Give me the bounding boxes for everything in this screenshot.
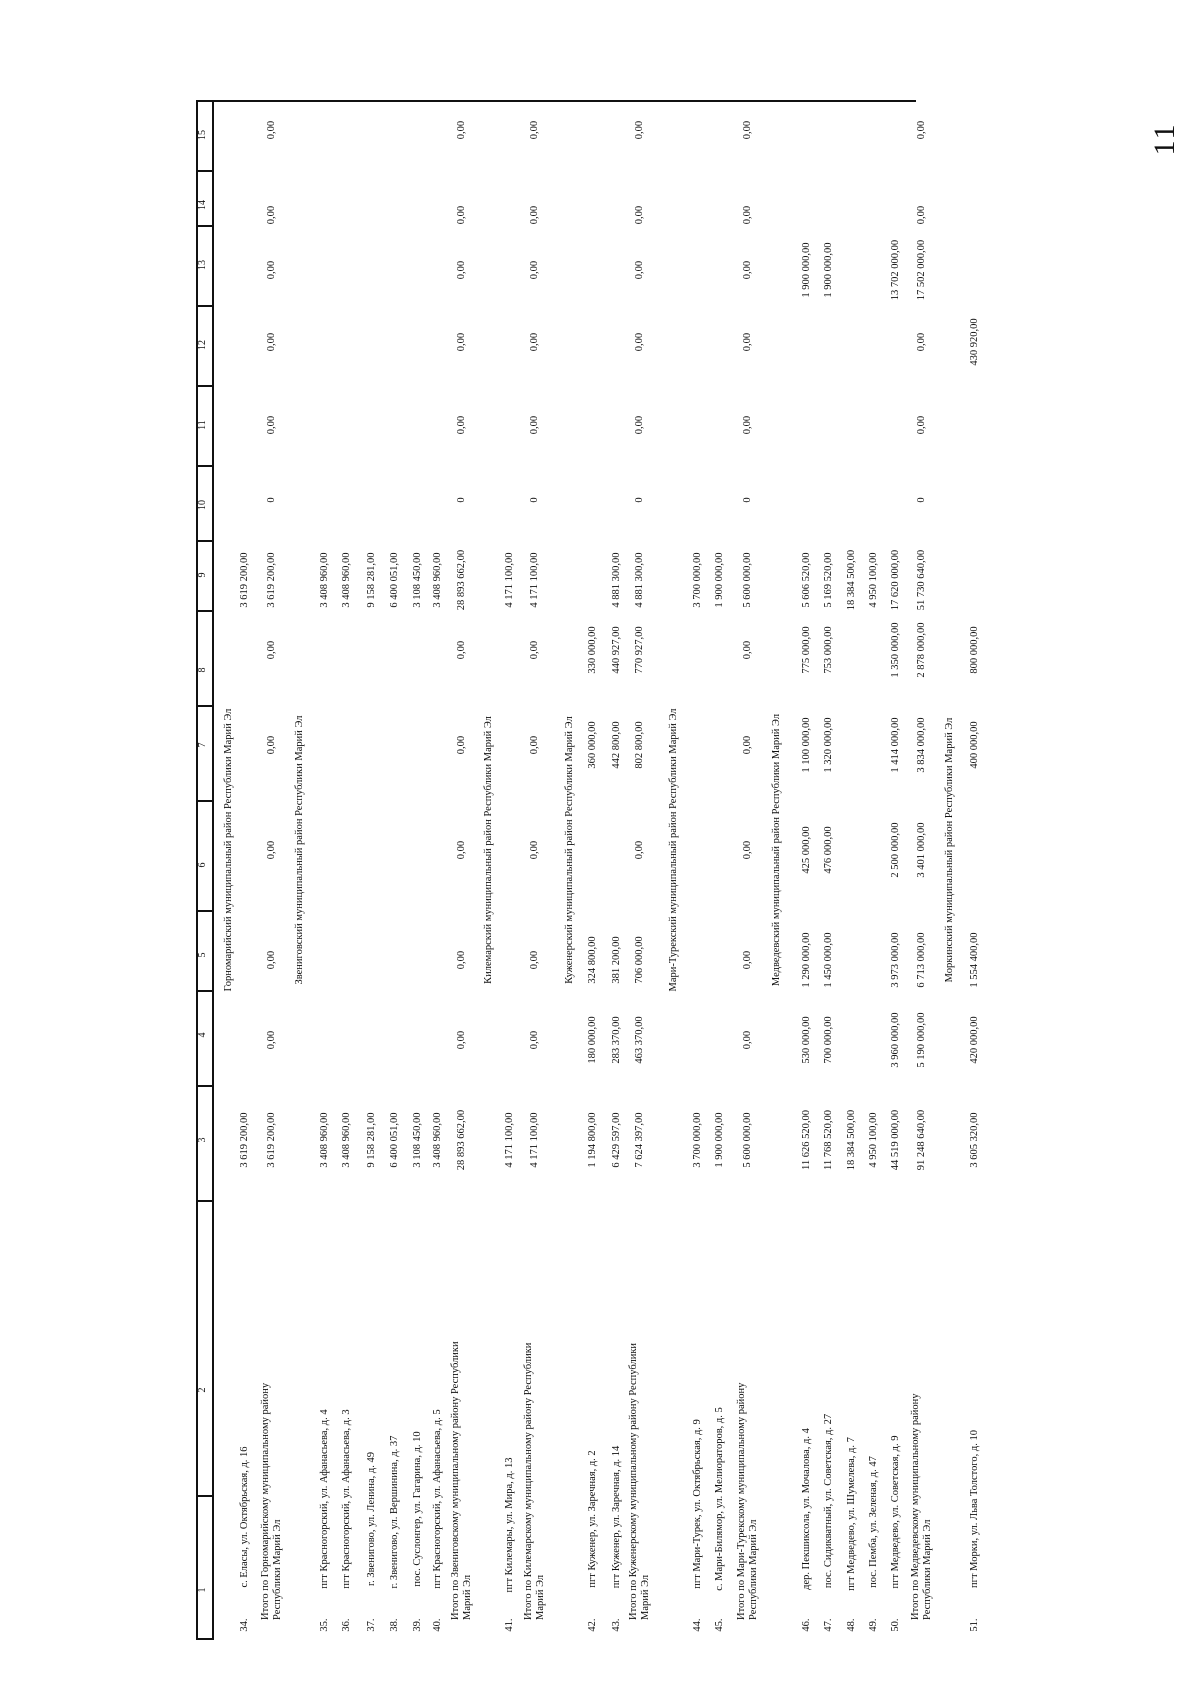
total-value: 51 730 640,00 <box>916 549 927 611</box>
row-number: 34. <box>239 1618 250 1632</box>
row-value: 800 000,00 <box>969 626 980 674</box>
total-value: 0,00 <box>742 1030 753 1050</box>
section-heading: Килемарский муниципальный район Республики Марий Эл <box>483 716 494 984</box>
total-value: 0,00 <box>529 415 540 435</box>
row-value: 1 414 000,00 <box>890 717 901 773</box>
total-value: 4 881 300,00 <box>634 552 645 608</box>
row-value: 476 000,00 <box>823 826 834 874</box>
total-value: 0,00 <box>456 332 467 352</box>
total-value: 91 248 640,00 <box>916 1109 927 1171</box>
row-value: 1 900 000,00 <box>714 552 725 608</box>
total-value: 0,00 <box>634 205 645 225</box>
total-value: 0,00 <box>456 735 467 755</box>
column-separator <box>196 540 214 542</box>
total-value: 28 893 662,00 <box>456 1109 467 1171</box>
row-value: 425 000,00 <box>801 826 812 874</box>
total-value: 3 619 200,00 <box>266 552 277 608</box>
column-separator <box>196 170 214 172</box>
total-value: 0,00 <box>456 840 467 860</box>
row-address: пгт Медведево, ул. Советская, д. 9 <box>890 1435 901 1589</box>
total-value: 6 713 000,00 <box>916 932 927 988</box>
row-number: 36. <box>341 1618 352 1632</box>
total-value: 0,00 <box>529 735 540 755</box>
row-value: 4 881 300,00 <box>611 552 622 608</box>
column-separator <box>196 705 214 707</box>
row-address: дер. Пекшиксола, ул. Мочалова, д. 4 <box>801 1428 812 1590</box>
column-separator <box>196 990 214 992</box>
row-address: с. Мари-Билямор, ул. Мелиораторов, д. 5 <box>714 1406 725 1591</box>
total-value: 0,00 <box>529 840 540 860</box>
total-value: 0,00 <box>634 332 645 352</box>
row-value: 1 194 800,00 <box>587 1112 598 1168</box>
column-separator <box>196 305 214 307</box>
column-separator <box>196 465 214 467</box>
row-number: 44. <box>692 1618 703 1632</box>
table-rule <box>212 100 214 1640</box>
column-separator <box>196 610 214 612</box>
column-header: 2 <box>197 1387 208 1393</box>
total-value: 0,00 <box>742 120 753 140</box>
total-value: 463 370,00 <box>634 1016 645 1064</box>
total-value: 0,00 <box>266 415 277 435</box>
row-value: 6 400 051,00 <box>389 552 400 608</box>
total-value: 0,00 <box>742 735 753 755</box>
total-value: 0,00 <box>266 950 277 970</box>
total-value: 0,00 <box>916 205 927 225</box>
row-value: 753 000,00 <box>823 626 834 674</box>
total-value: 0,00 <box>529 120 540 140</box>
row-value: 2 500 000,00 <box>890 822 901 878</box>
row-address: пос. Пемба, ул. Зеленая, д. 47 <box>868 1456 879 1588</box>
total-value: 3 619 200,00 <box>266 1112 277 1168</box>
row-value: 5 606 520,00 <box>801 552 812 608</box>
row-address: пгт Килемары, ул. Мира, д. 13 <box>504 1457 515 1593</box>
total-value: 0,00 <box>266 205 277 225</box>
column-header: 8 <box>197 667 208 673</box>
total-value: 0,00 <box>916 415 927 435</box>
total-value: 0 <box>916 497 927 503</box>
row-value: 11 626 520,00 <box>801 1110 812 1170</box>
row-value: 13 702 000,00 <box>890 239 901 301</box>
row-value: 381 200,00 <box>611 936 622 984</box>
table-rule <box>196 1638 214 1640</box>
row-value: 430 920,00 <box>969 318 980 366</box>
row-number: 50. <box>890 1618 901 1632</box>
section-heading: Куженерский муниципальный район Республики Марий Эл <box>564 716 575 984</box>
total-value: 5 600 000,00 <box>742 552 753 608</box>
row-number: 41. <box>504 1618 515 1632</box>
row-value: 530 000,00 <box>801 1016 812 1064</box>
row-number: 43. <box>611 1618 622 1632</box>
column-header: 13 <box>197 260 208 270</box>
row-number: 38. <box>389 1618 400 1632</box>
row-address: пос. Сидикватный, ул. Советская, д. 27 <box>823 1414 834 1589</box>
row-value: 1 900 000,00 <box>801 242 812 298</box>
column-separator <box>196 1085 214 1087</box>
column-separator <box>196 800 214 802</box>
total-value: 0,00 <box>266 640 277 660</box>
row-value: 324 800,00 <box>587 936 598 984</box>
column-header: 4 <box>197 1032 208 1038</box>
row-number: 46. <box>801 1618 812 1632</box>
column-separator <box>196 1200 214 1202</box>
row-value: 1 450 000,00 <box>823 932 834 988</box>
column-header: 10 <box>197 500 208 510</box>
row-value: 3 408 960,00 <box>341 1112 352 1168</box>
total-value: 3 834 000,00 <box>916 717 927 773</box>
column-separator <box>196 910 214 912</box>
row-value: 180 000,00 <box>587 1016 598 1064</box>
total-value: 0,00 <box>916 332 927 352</box>
total-value: 7 624 397,00 <box>634 1112 645 1168</box>
total-label: Итого по Килемарскому муниципальному району Республики Марий Эл <box>523 1342 546 1620</box>
total-value: 0,00 <box>529 640 540 660</box>
row-address: пгт Куженер, ул. Заречная, д. 2 <box>587 1450 598 1589</box>
total-value: 802 800,00 <box>634 721 645 769</box>
total-label: Итого по Горномарийскому муниципальному району Республики Марий Эл <box>260 1382 283 1620</box>
column-header: 12 <box>197 340 208 350</box>
column-header: 6 <box>197 862 208 868</box>
row-value: 1 320 000,00 <box>823 717 834 773</box>
row-number: 40. <box>432 1618 443 1632</box>
total-value: 0 <box>634 497 645 503</box>
row-address: пгт Мари-Турек, ул. Октябрьская, д. 9 <box>692 1419 703 1589</box>
row-value: 3 605 320,00 <box>969 1112 980 1168</box>
row-number: 47. <box>823 1618 834 1632</box>
row-value: 3 700 000,00 <box>692 552 703 608</box>
column-header: 14 <box>197 200 208 210</box>
total-value: 0,00 <box>742 260 753 280</box>
column-header: 9 <box>197 572 208 578</box>
column-header: 1 <box>197 1587 208 1593</box>
row-value: 3 408 960,00 <box>319 1112 330 1168</box>
total-value: 0,00 <box>916 120 927 140</box>
total-value: 0,00 <box>266 840 277 860</box>
column-separator <box>196 225 214 227</box>
row-value: 360 000,00 <box>587 721 598 769</box>
total-value: 0,00 <box>266 332 277 352</box>
total-value: 0,00 <box>529 332 540 352</box>
total-value: 770 927,00 <box>634 626 645 674</box>
row-value: 1 350 000,00 <box>890 622 901 678</box>
row-address: пос. Суслонгер, ул. Гагарина, д. 10 <box>412 1431 423 1587</box>
total-value: 0,00 <box>742 950 753 970</box>
row-number: 49. <box>868 1618 879 1632</box>
total-value: 0,00 <box>529 1030 540 1050</box>
total-value: 0,00 <box>742 205 753 225</box>
row-value: 775 000,00 <box>801 626 812 674</box>
total-value: 0,00 <box>529 205 540 225</box>
column-header: 5 <box>197 952 208 958</box>
row-value: 3 960 000,00 <box>890 1012 901 1068</box>
total-value: 0,00 <box>266 1030 277 1050</box>
total-value: 4 171 100,00 <box>529 1112 540 1168</box>
total-value: 0,00 <box>634 840 645 860</box>
table-rule <box>196 100 198 1640</box>
row-address: г. Звенигово, ул. Вершинина, д. 37 <box>389 1435 400 1589</box>
row-value: 11 768 520,00 <box>823 1110 834 1170</box>
row-address: пгт Куженер, ул. Заречная, д. 14 <box>611 1445 622 1589</box>
row-value: 6 400 051,00 <box>389 1112 400 1168</box>
row-value: 400 000,00 <box>969 721 980 769</box>
row-value: 4 950 100,00 <box>868 1112 879 1168</box>
total-value: 0,00 <box>456 260 467 280</box>
row-value: 4 171 100,00 <box>504 1112 515 1168</box>
row-number: 45. <box>714 1618 725 1632</box>
column-header: 3 <box>197 1137 208 1143</box>
total-value: 0,00 <box>456 950 467 970</box>
row-value: 9 158 281,00 <box>366 1112 377 1168</box>
row-value: 1 554 400,00 <box>969 932 980 988</box>
row-value: 1 290 000,00 <box>801 932 812 988</box>
section-heading: Медведевский муниципальный район Республики Марий Эл <box>771 713 782 987</box>
total-value: 17 502 000,00 <box>916 239 927 301</box>
total-value: 0,00 <box>742 332 753 352</box>
row-value: 3 108 450,00 <box>412 1112 423 1168</box>
row-value: 3 973 000,00 <box>890 932 901 988</box>
total-label: Итого по Мари-Турекскому муниципальному району Республики Марий Эл <box>736 1382 759 1620</box>
row-number: 42. <box>587 1618 598 1632</box>
total-value: 5 190 000,00 <box>916 1012 927 1068</box>
total-value: 3 401 000,00 <box>916 822 927 878</box>
row-value: 3 408 960,00 <box>432 552 443 608</box>
section-heading: Моркинский муниципальный район Республики Марий Эл <box>944 717 955 983</box>
row-value: 700 000,00 <box>823 1016 834 1064</box>
total-value: 2 878 000,00 <box>916 622 927 678</box>
row-address: пгт Красногорский, ул. Афанасьева, д. 5 <box>432 1408 443 1589</box>
total-value: 0,00 <box>634 260 645 280</box>
row-value: 1 900 000,00 <box>714 1112 725 1168</box>
row-value: 1 900 000,00 <box>823 242 834 298</box>
total-value: 0,00 <box>456 640 467 660</box>
row-address: с. Еласы, ул. Октябрьская, д. 16 <box>239 1446 250 1588</box>
row-value: 3 408 960,00 <box>341 552 352 608</box>
total-value: 0,00 <box>742 415 753 435</box>
total-value: 0,00 <box>529 950 540 970</box>
section-heading: Мари-Турекский муниципальный район Республики Марий Эл <box>668 708 679 992</box>
row-value: 283 370,00 <box>611 1016 622 1064</box>
total-value: 0,00 <box>456 120 467 140</box>
total-value: 0,00 <box>456 415 467 435</box>
total-value: 0,00 <box>529 260 540 280</box>
row-address: г. Звенигово, ул. Ленина, д. 49 <box>366 1452 377 1587</box>
row-value: 3 700 000,00 <box>692 1112 703 1168</box>
row-number: 37. <box>366 1618 377 1632</box>
total-label: Итого по Звениговскому муниципальному району Республики Марий Эл <box>450 1341 473 1620</box>
column-header: 15 <box>197 130 208 140</box>
row-value: 440 927,00 <box>611 626 622 674</box>
column-header: 11 <box>197 420 208 430</box>
row-value: 3 408 960,00 <box>319 552 330 608</box>
column-header: 7 <box>197 742 208 748</box>
row-value: 6 429 597,00 <box>611 1112 622 1168</box>
row-value: 1 100 000,00 <box>801 717 812 773</box>
total-value: 4 171 100,00 <box>529 552 540 608</box>
row-value: 4 171 100,00 <box>504 552 515 608</box>
row-value: 5 169 520,00 <box>823 552 834 608</box>
total-value: 0 <box>742 497 753 503</box>
total-value: 0,00 <box>456 1030 467 1050</box>
row-address: пгт Красногорский, ул. Афанасьева, д. 3 <box>341 1408 352 1589</box>
total-value: 706 000,00 <box>634 936 645 984</box>
row-number: 48. <box>846 1618 857 1632</box>
row-number: 35. <box>319 1618 330 1632</box>
total-value: 0,00 <box>266 120 277 140</box>
row-value: 442 800,00 <box>611 721 622 769</box>
section-heading: Звениговский муниципальный район Республики Марий Эл <box>294 715 305 985</box>
table-rule <box>196 100 916 102</box>
page-number: 11 <box>1148 122 1181 156</box>
row-value: 3 619 200,00 <box>239 552 250 608</box>
row-value: 3 619 200,00 <box>239 1112 250 1168</box>
total-value: 0,00 <box>742 640 753 660</box>
column-separator <box>196 385 214 387</box>
row-value: 18 384 500,00 <box>846 1109 857 1171</box>
row-value: 330 000,00 <box>587 626 598 674</box>
total-value: 0,00 <box>742 840 753 860</box>
row-number: 51. <box>969 1618 980 1632</box>
row-value: 9 158 281,00 <box>366 552 377 608</box>
total-value: 0 <box>456 497 467 503</box>
total-value: 0,00 <box>456 205 467 225</box>
total-value: 0,00 <box>634 415 645 435</box>
total-value: 0 <box>266 497 277 503</box>
row-address: пгт Медведево, ул. Шумелева, д. 7 <box>846 1437 857 1592</box>
total-value: 0,00 <box>634 120 645 140</box>
total-label: Итого по Куженерскому муниципальному району Республики Марий Эл <box>628 1342 651 1620</box>
total-value: 0,00 <box>266 735 277 755</box>
row-address: пгт Красногорский, ул. Афанасьева, д. 4 <box>319 1408 330 1589</box>
row-value: 3 108 450,00 <box>412 552 423 608</box>
total-label: Итого по Медведевскому муниципальному району Республики Марий Эл <box>910 1393 933 1620</box>
row-value: 3 408 960,00 <box>432 1112 443 1168</box>
row-value: 18 384 500,00 <box>846 549 857 611</box>
total-value: 5 600 000,00 <box>742 1112 753 1168</box>
total-value: 0,00 <box>266 260 277 280</box>
row-value: 4 950 100,00 <box>868 552 879 608</box>
row-address: пгт Морки, ул. Льва Толстого, д. 10 <box>969 1430 980 1588</box>
row-number: 39. <box>412 1618 423 1632</box>
total-value: 0 <box>529 497 540 503</box>
section-heading: Горномарийский муниципальный район Республики Марий Эл <box>223 708 234 992</box>
row-value: 17 620 000,00 <box>890 549 901 611</box>
column-separator <box>196 1495 214 1497</box>
row-value: 44 519 000,00 <box>890 1109 901 1171</box>
total-value: 28 893 662,00 <box>456 549 467 611</box>
row-value: 420 000,00 <box>969 1016 980 1064</box>
